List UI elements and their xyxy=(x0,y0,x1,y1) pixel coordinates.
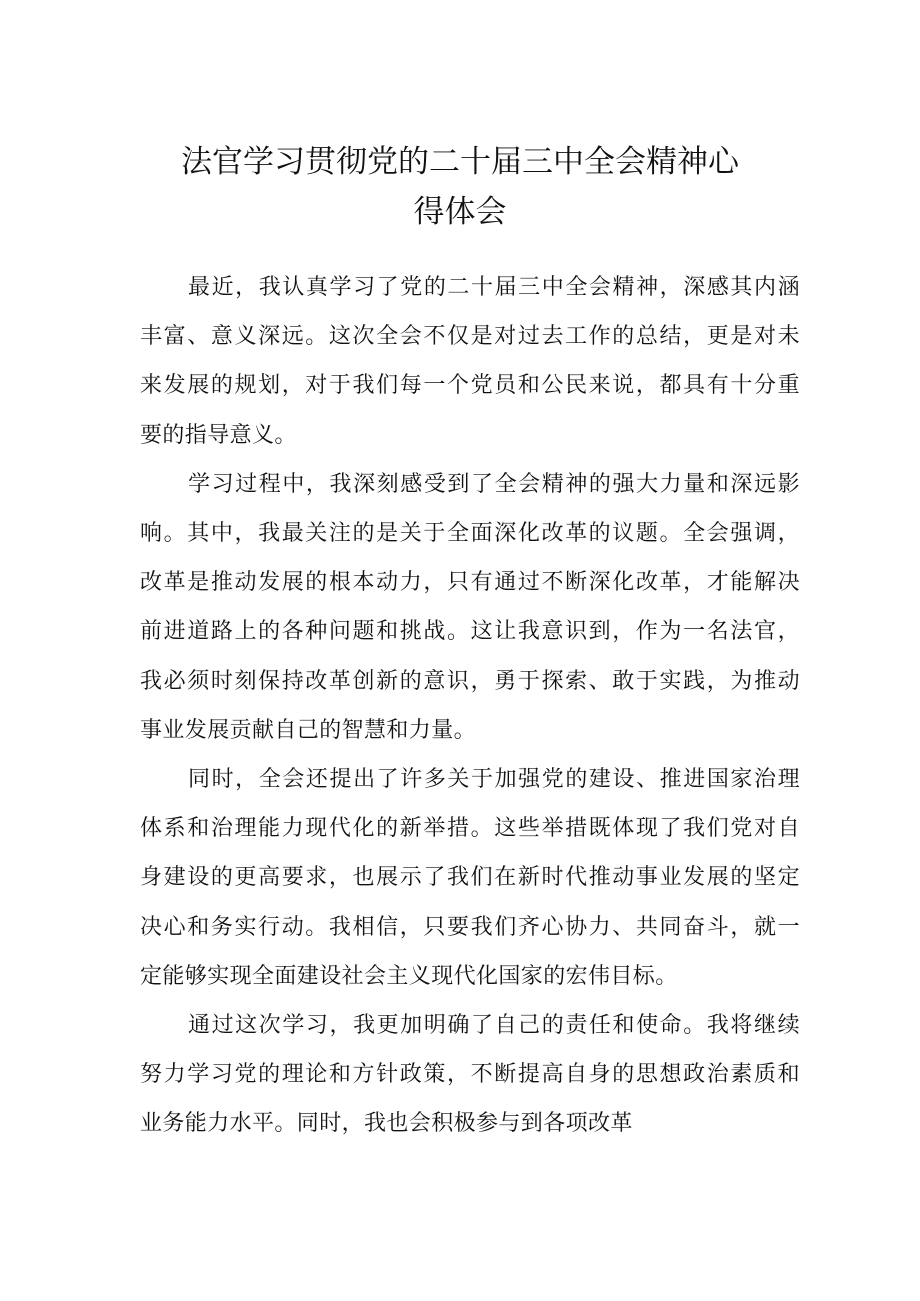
document-body xyxy=(140,263,800,1149)
text-line: 事业发展贡献自己的智慧和力量。 xyxy=(140,717,477,743)
document-title xyxy=(120,137,800,237)
text-line: 要的指导意义。 xyxy=(140,422,297,448)
text-line: 身建设的更高要求，也展示了我们在新时代推动事业发展的坚定 xyxy=(140,865,800,891)
text-line: 努力学习党的理论和方针政策，不断提高自身的思想政治素质和 xyxy=(140,1062,800,1088)
text-line: 改革是推动发展的根本动力，只有通过不断深化改革，才能解决 xyxy=(140,570,800,596)
text-line: 来发展的规划，对于我们每一个党员和公民来说，都具有十分重 xyxy=(140,373,800,399)
text-line: 通过这次学习，我更加明确了自己的责任和使命。我将继续 xyxy=(188,1013,800,1039)
text-line: 丰富、意义深远。这次全会不仅是对过去工作的总结，更是对未 xyxy=(140,324,800,350)
title-line: 法官学习贯彻党的二十届三中全会精神心 xyxy=(181,144,739,180)
text-line: 我必须时刻保持改革创新的意识，勇于探索、敢于实践，为推动 xyxy=(140,668,800,694)
text-line: 前进道路上的各种问题和挑战。这让我意识到，作为一名法官， xyxy=(140,619,800,645)
text-line: 学习过程中，我深刻感受到了全会精神的强大力量和深远影 xyxy=(188,471,800,497)
text-line: 同时，全会还提出了许多关于加强党的建设、推进国家治理 xyxy=(188,767,800,793)
paragraph xyxy=(140,460,800,755)
text-line: 最近，我认真学习了党的二十届三中全会精神，深感其内涵 xyxy=(188,275,800,300)
text-line: 决心和务实行动。我相信，只要我们齐心协力、共同奋斗，就一 xyxy=(140,914,800,940)
text-line: 业务能力水平。同时，我也会积极参与到各项改革 xyxy=(140,1111,633,1137)
text-line: 定能够实现全面建设社会主义现代化国家的宏伟目标。 xyxy=(140,963,678,989)
text-line: 体系和治理能力现代化的新举措。这些举措既体现了我们党对自 xyxy=(140,816,800,842)
paragraph xyxy=(140,263,800,460)
paragraph xyxy=(140,755,800,1001)
text-line: 响。其中，我最关注的是关于全面深化改革的议题。全会强调， xyxy=(140,521,800,547)
title-line: 得体会 xyxy=(413,194,507,230)
paragraph xyxy=(140,1001,800,1149)
